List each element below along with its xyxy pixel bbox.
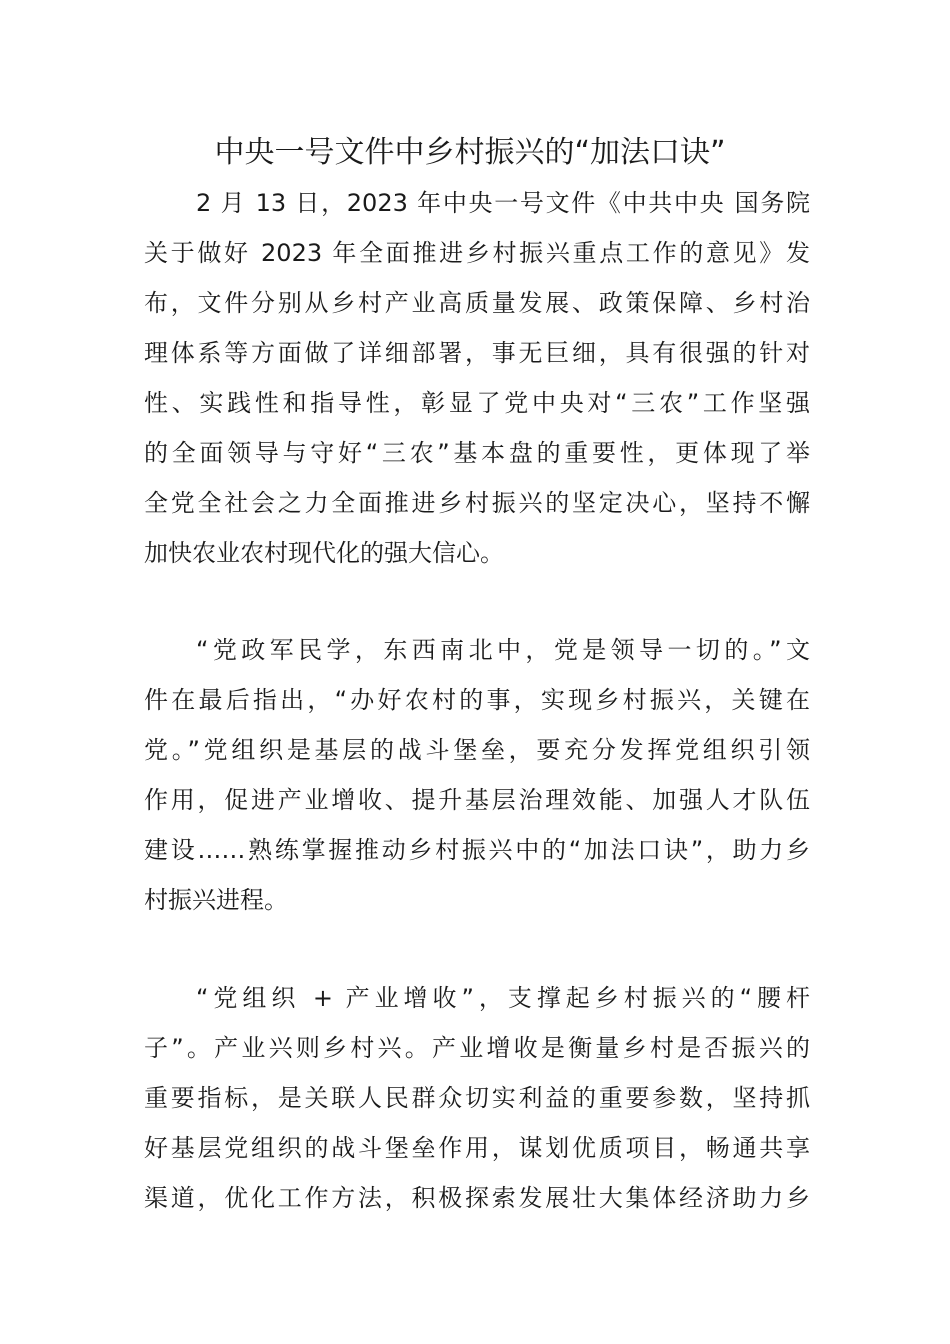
paragraph-line: 村振兴进程。 <box>144 886 288 914</box>
paragraph-line: 件在最后指出，“办好农村的事，实现乡村振兴，关键在 <box>144 686 810 714</box>
paragraph-line: “党政军民学，东西南北中，党是领导一切的。”文 <box>196 636 810 664</box>
paragraph-line: 全党全社会之力全面推进乡村振兴的坚定决心，坚持不懈 <box>144 489 810 517</box>
paragraph-line: 作用，促进产业增收、提升基层治理效能、加强人才队伍 <box>144 786 810 814</box>
document-title: 中央一号文件中乡村振兴的“加法口诀” <box>214 135 726 170</box>
paragraph-line: 的全面领导与守好“三农”基本盘的重要性，更体现了举 <box>144 439 810 467</box>
paragraph-line: 关于做好 2023 年全面推进乡村振兴重点工作的意见》发 <box>144 239 810 267</box>
paragraph-line: “党组织 + 产业增收”，支撑起乡村振兴的“腰杆 <box>196 984 810 1012</box>
paragraph-line: 渠道，优化工作方法，积极探索发展壮大集体经济助力乡 <box>144 1184 810 1212</box>
paragraph-line: 党。”党组织是基层的战斗堡垒，要充分发挥党组织引领 <box>144 736 810 764</box>
paragraph-line: 子”。产业兴则乡村兴。产业增收是衡量乡村是否振兴的 <box>144 1034 810 1062</box>
paragraph-line: 好基层党组织的战斗堡垒作用，谋划优质项目，畅通共享 <box>144 1134 810 1162</box>
paragraph-3 <box>144 973 810 1223</box>
paragraph-line: 性、实践性和指导性，彰显了党中央对“三农”工作坚强 <box>144 389 810 417</box>
paragraph-line: 建设……熟练掌握推动乡村振兴中的“加法口诀”，助力乡 <box>144 836 810 864</box>
paragraph-1 <box>144 178 810 578</box>
paragraph-line: 加快农业农村现代化的强大信心。 <box>144 539 504 567</box>
paragraph-line: 理体系等方面做了详细部署，事无巨细，具有很强的针对 <box>144 339 810 367</box>
paragraph-line: 布，文件分别从乡村产业高质量发展、政策保障、乡村治 <box>144 289 810 317</box>
paragraph-2 <box>144 625 810 925</box>
paragraph-line: 2 月 13 日，2023 年中央一号文件《中共中央 国务院 <box>196 189 810 217</box>
paragraph-line: 重要指标，是关联人民群众切实利益的重要参数，坚持抓 <box>144 1084 810 1112</box>
